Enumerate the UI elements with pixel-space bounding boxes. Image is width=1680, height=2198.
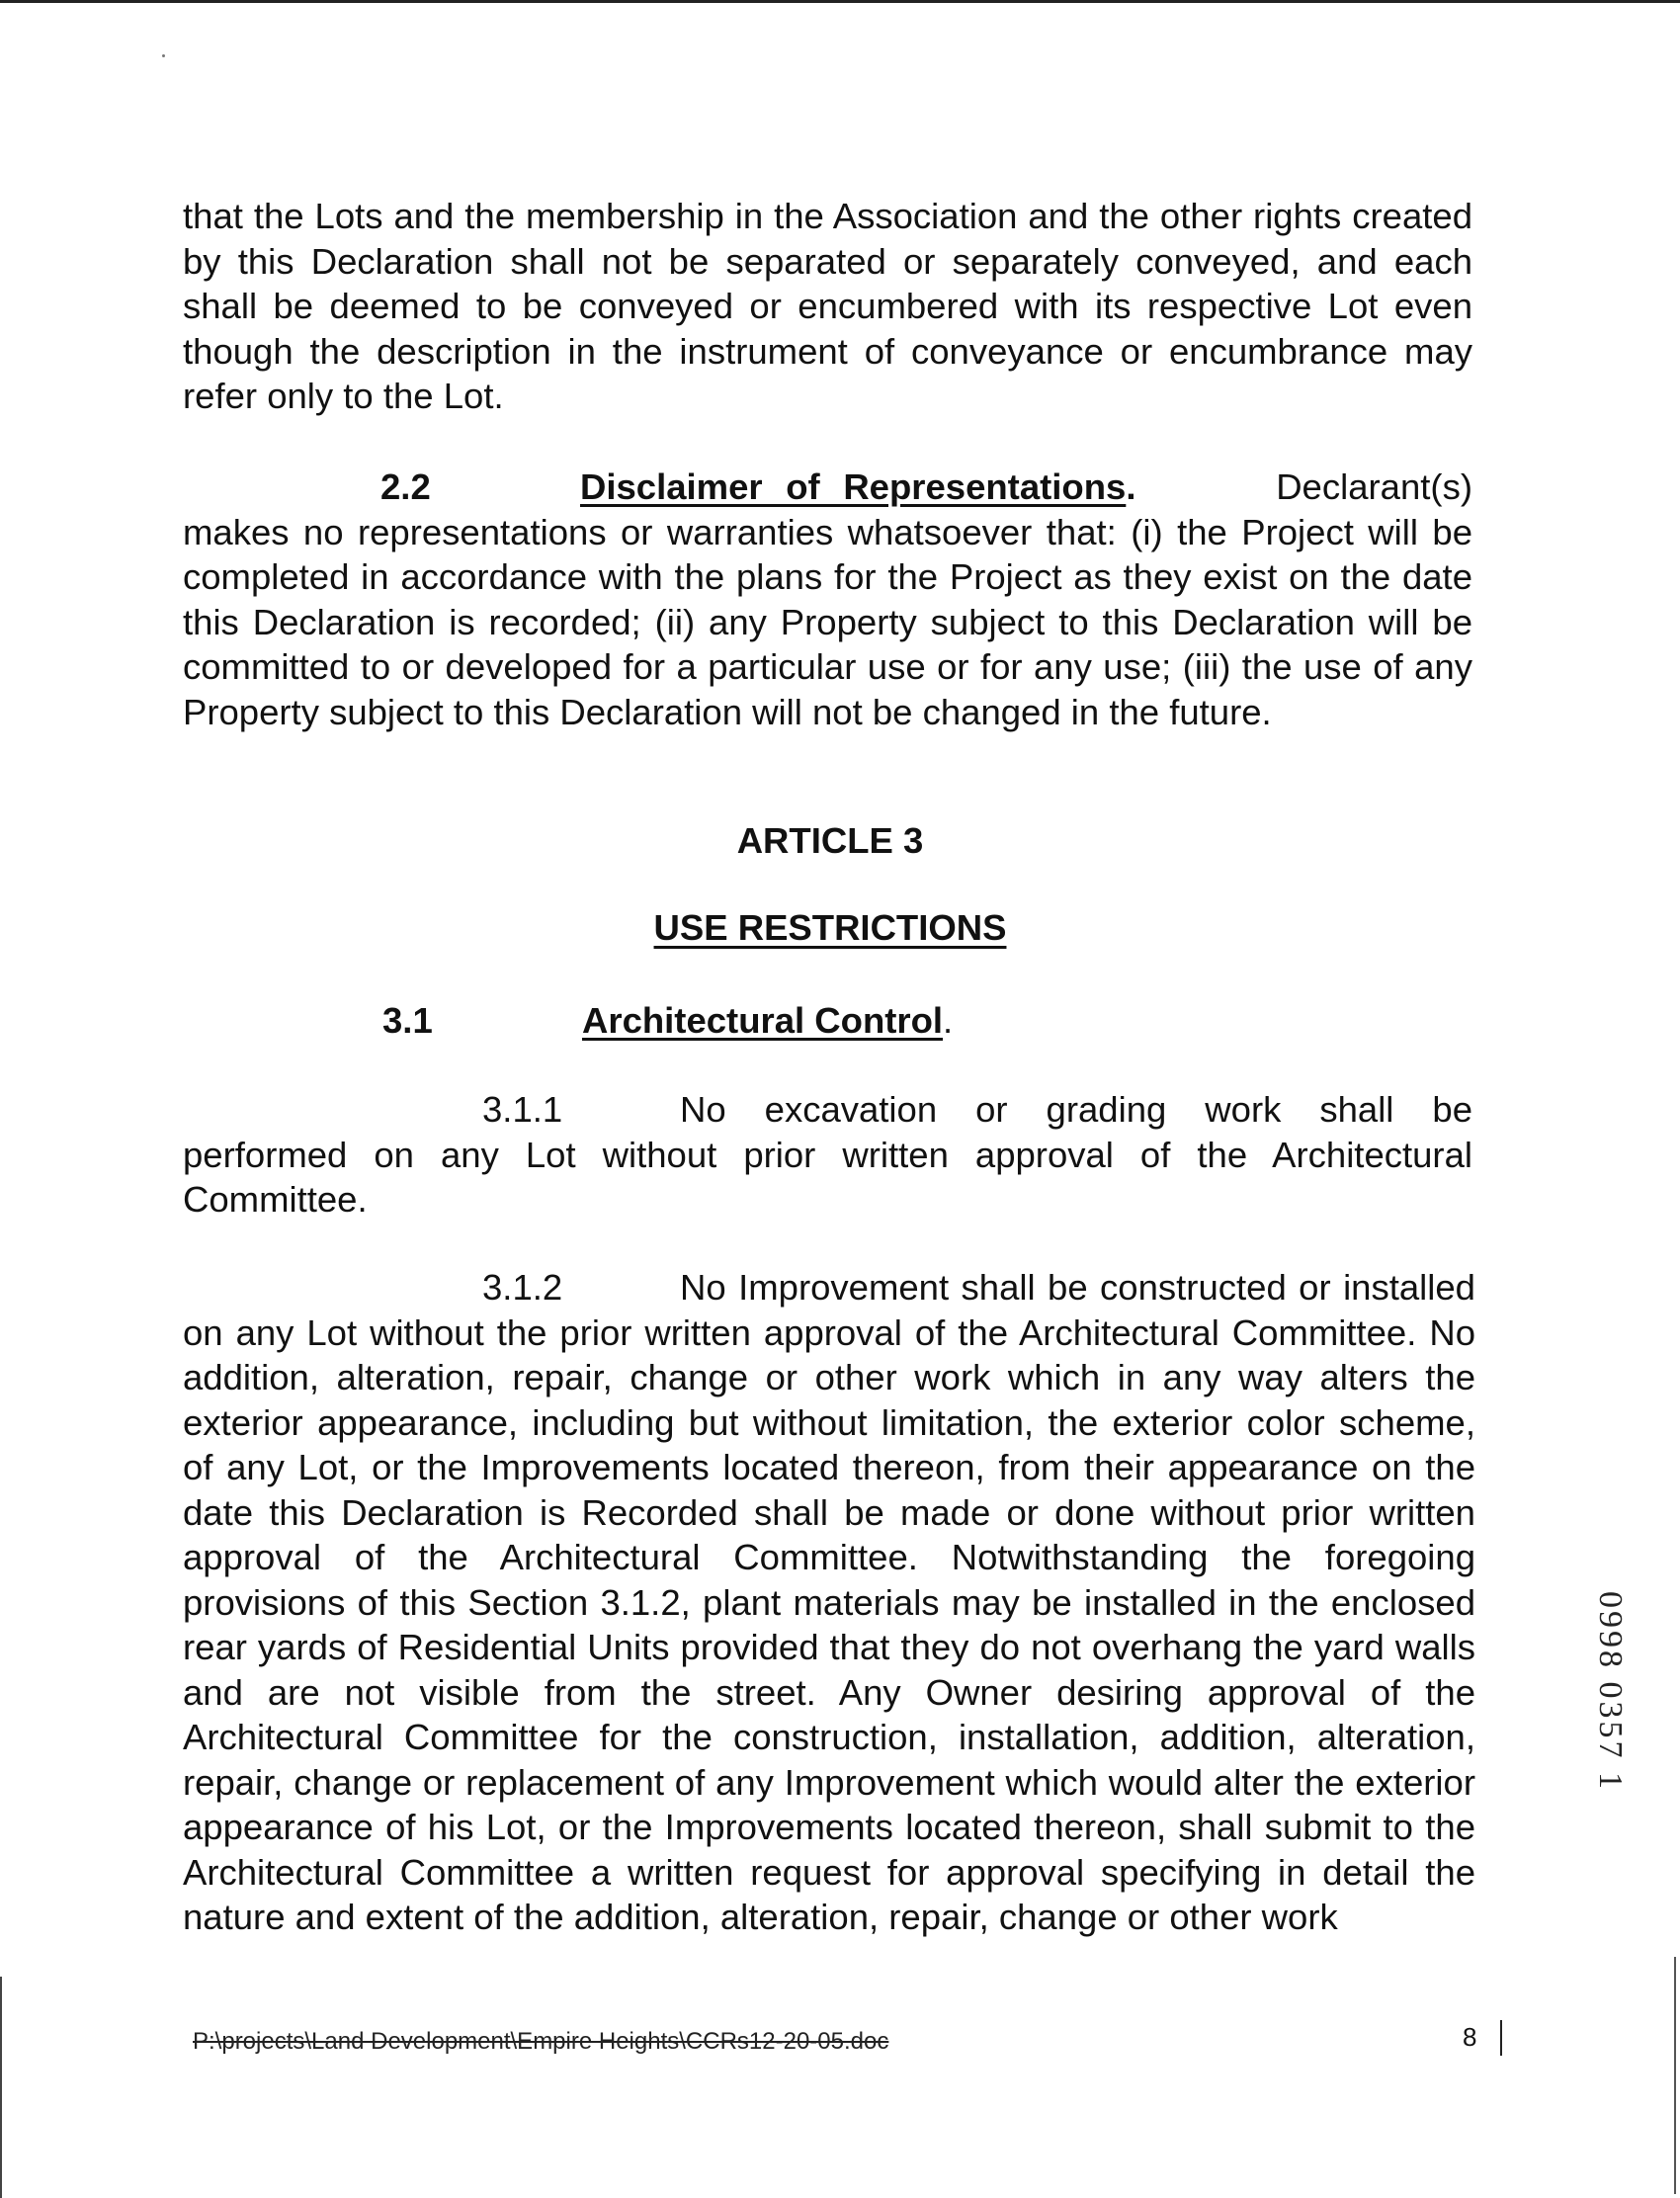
- section-2-2-title-end: .: [1126, 466, 1136, 507]
- paragraph-intro: that the Lots and the membership in the Association and the other rights created by this Declaration shall not be separated or separately conveyed, and each shall be deemed to be conveyed or encumbered with its respective Lot even though the description in the instrument of conveyance or encumbrance may refer only to the Lot.: [183, 196, 1472, 416]
- section-3-1-title: Architectural Control: [582, 1000, 944, 1041]
- section-2-2-title: Disclaimer of Representations: [580, 466, 1127, 507]
- margin-recording-stamp: 0998 0357 1: [1592, 1591, 1629, 1792]
- footer-file-path: P:\projects\Land Development\Empire Heights\CCRs12-20-05.doc: [193, 2028, 889, 2055]
- page-number: 8: [1463, 2022, 1477, 2052]
- section-2-2: [183, 465, 1472, 734]
- subsection-3-1-2: [183, 1265, 1475, 1940]
- section-3-1: [382, 1000, 953, 1042]
- section-2-2-body: Declarant(s) makes no representations or warranties whatsoever that: (i) the Project will be completed in accordance with the plans for the Project as they exist on the date this Declaration is recorded; (ii) any Property subject to this Declaration will be committed to or developed for a particular use or for any use; (iii) the use of any Property subject to this Declaration will not be changed in the future.: [183, 466, 1472, 732]
- article-heading: ARTICLE 3: [736, 820, 924, 861]
- section-2-2-number: 2.2: [380, 466, 431, 507]
- right-scan-edge: [1674, 1957, 1676, 2194]
- subsection-3-1-2-number: 3.1.2: [482, 1267, 563, 1308]
- top-rule: [0, 0, 1680, 3]
- section-3-1-number: 3.1: [382, 1000, 433, 1041]
- article-title: USE RESTRICTIONS: [653, 907, 1007, 948]
- section-3-1-title-end: .: [943, 1000, 954, 1041]
- subsection-3-1-1-body: No excavation or grading work shall be performed on any Lot without prior written approval of the Architectural Committee.: [183, 1089, 1472, 1220]
- scan-speck: [162, 54, 165, 57]
- left-scan-edge: [0, 1977, 2, 2198]
- page-number-bar: [1500, 2020, 1502, 2056]
- subsection-3-1-1: [183, 1087, 1472, 1223]
- subsection-3-1-2-body: No Improvement shall be constructed or installed on any Lot without the prior written approval of the Architectural Committee. No addition, alteration, repair, change or other work which in any way alters the exterior appearance, including but without limitation, the exterior color scheme, of any Lot, or the Improvements located thereon, from their appearance on the date this Declaration is Recorded shall be made or done without prior written approval of the Architectural Committee. Notwithstanding the foregoing provisions of this Section 3.1.2, plant materials may be installed in the enclosed rear yards of Residential Units provided that they do not overhang the yard walls and are not visible from the street. Any Owner desiring approval of the Architectural Committee for the construction, installation, addition, alteration, repair, change or replacement of any Improvement which would alter the exterior appearance of his Lot, or the Improvements located thereon, shall submit to the Architectural Committee a written request for approval specifying in detail the nature and extent of the addition, alteration, repair, change or other work: [183, 1267, 1475, 1937]
- subsection-3-1-1-number: 3.1.1: [482, 1089, 563, 1130]
